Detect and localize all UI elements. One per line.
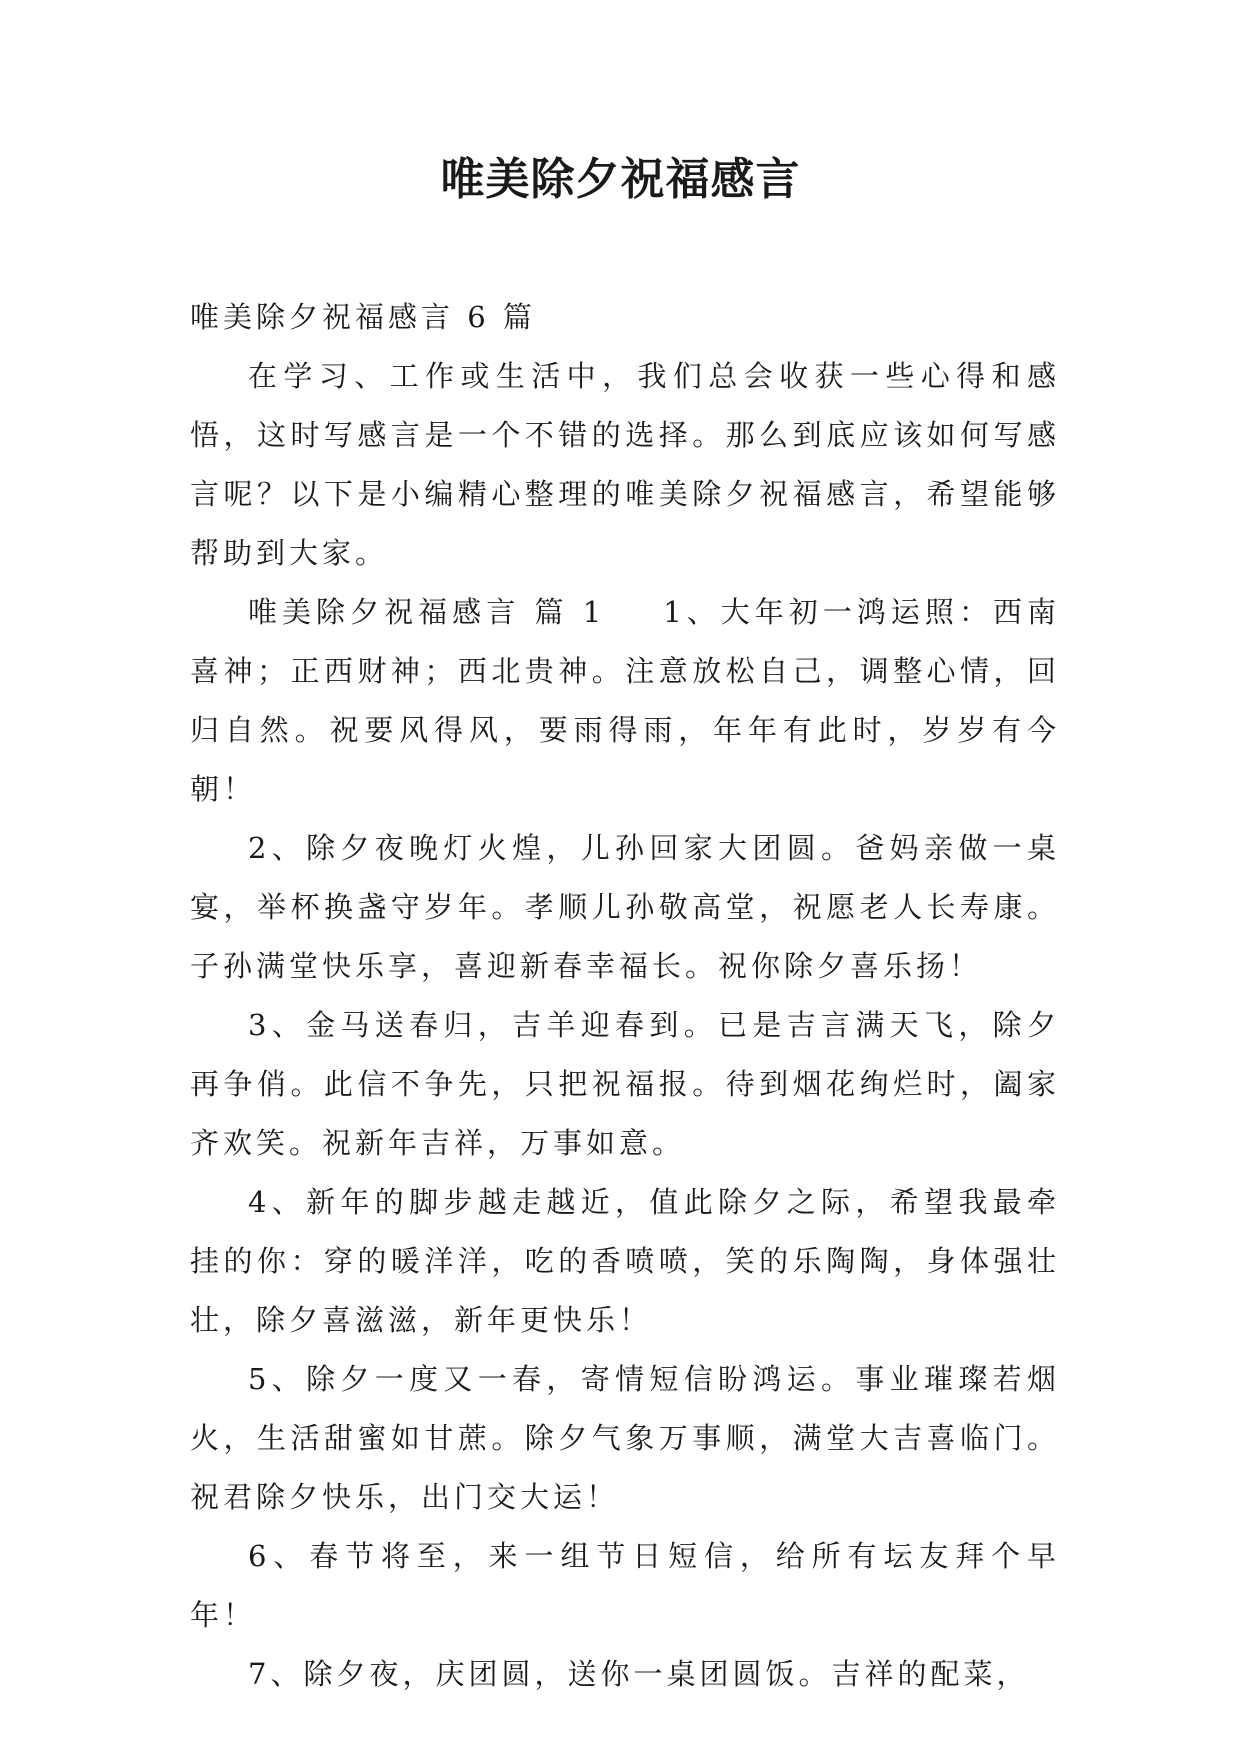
intro-paragraph: 在学习、工作或生活中，我们总会收获一些心得和感悟，这时写感言是一个不错的选择。那么到底应该如何写感言呢？以下是小编精心整理的唯美除夕祝福感言，希望能够帮助到大家。 xyxy=(190,359,1060,570)
document-body xyxy=(190,288,1060,1704)
document-subtitle: 唯美除夕祝福感言 6 篇 xyxy=(190,300,536,334)
list-item: 3、金马送春归，吉羊迎春到。已是吉言满天飞，除夕再争俏。此信不争先，只把祝福报。待到烟花绚烂时，阖家齐欢笑。祝新年吉祥，万事如意。 xyxy=(190,1008,1060,1160)
list-item: 6、春节将至，来一组节日短信，给所有坛友拜个早年！ xyxy=(190,1539,1060,1632)
list-item: 2、除夕夜晚灯火煌，儿孙回家大团圆。爸妈亲做一桌宴，举杯换盏守岁年。孝顺儿孙敬高堂，祝愿老人长寿康。子孙满堂快乐享，喜迎新春幸福长。祝你除夕喜乐扬！ xyxy=(190,831,1060,983)
list-item: 7、除夕夜，庆团圆，送你一桌团圆饭。吉祥的配菜， xyxy=(248,1657,1030,1691)
list-item: 1、大年初一鸿运照：西南喜神；正西财神；西北贵神。注意放松自己，调整心情，回归自然。祝要风得风，要雨得雨，年年有此时，岁岁有今朝！ xyxy=(190,595,1060,806)
section-heading: 唯美除夕祝福感言 篇 1 xyxy=(248,595,606,629)
list-item: 4、新年的脚步越走越近，值此除夕之际，希望我最牵挂的你：穿的暖洋洋，吃的香喷喷，笑的乐陶陶，身体强壮壮，除夕喜滋滋，新年更快乐！ xyxy=(190,1185,1060,1337)
section-paragraph-1 xyxy=(190,583,1060,819)
document-title: 唯美除夕祝福感言 xyxy=(440,154,801,205)
list-item: 5、除夕一度又一春，寄情短信盼鸿运。事业璀璨若烟火，生活甜蜜如甘蔗。除夕气象万事顺，满堂大吉喜临门。祝君除夕快乐，出门交大运！ xyxy=(190,1362,1060,1514)
